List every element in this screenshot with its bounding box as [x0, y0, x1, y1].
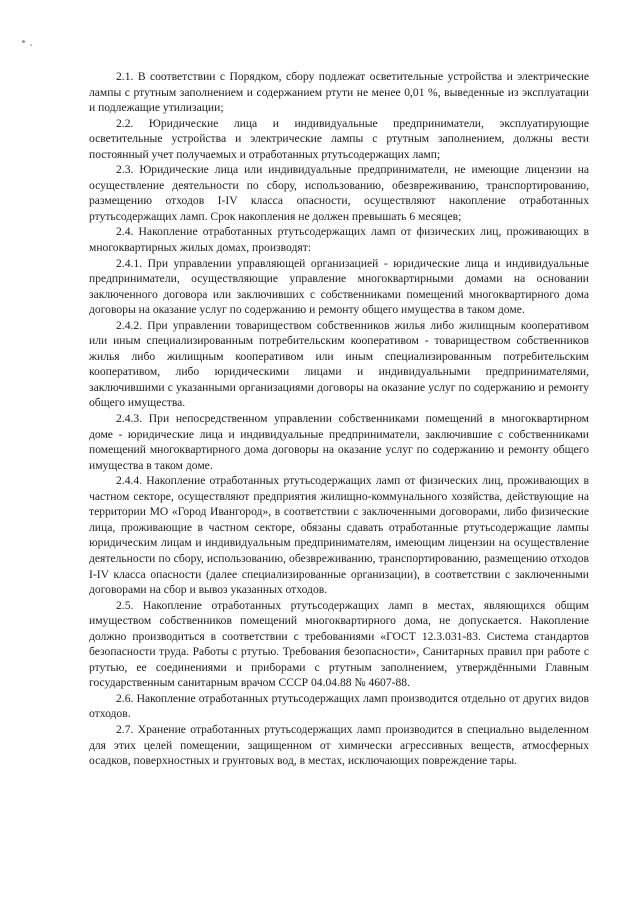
scan-speck [22, 40, 25, 43]
paragraph-2-1: 2.1. В соответствии с Порядком, сбору подлежат осветительные устройства и электрические лампы с ртутным заполнением и содержанием ртути не менее 0,01 %, выведенные из эксплуатации и подлежащие утилизации; [89, 70, 589, 115]
paragraph-2-2: 2.2. Юридические лица и индивидуальные предприниматели, эксплуатирующие осветительные устройства и электрические лампы с ртутным заполнением, должны вести постоянный учет получаемых и отработанных ртутьсодержащих ламп; [89, 116, 589, 161]
paragraph-2-3: 2.3. Юридические лица или индивидуальные предприниматели, не имеющие лицензии на осуществление деятельности по сбору, использованию, обезвреживанию, транспортированию, размещению отходов I-IV класса опасности, осуществляют накопление отработанных ртутьсодержащих ламп. Срок накопления не должен превышать 6 месяцев; [89, 163, 589, 223]
paragraph-2-5: 2.5. Накопление отработанных ртутьсодержащих ламп в местах, являющихся общим имуществом собственников помещений многоквартирного дома, не допускается. Накопление должно производиться в соответствии с требованиями «ГОСТ 12.3.031-83. Система стандартов безопасности труда. Работы с ртутью. Требования безопасности», Санитарных правил при работе с ртутью, ее соединениями и приборами с ртутным заполнением, утверждёнными Главным государственным санитарным врачом СССР 04.04.88 № 4607-88. [89, 598, 589, 690]
paragraph-2-4-2: 2.4.2. При управлении товариществом собственников жилья либо жилищным кооперативом или иным специализированным потребительским кооперативом - товариществом собственников жилья либо жилищным кооперативом или иным специализированным потребительским кооперативом, либо юридическими лицами и индивидуальными предпринимателями, заключившими с указанными организациями договоры на оказание услуг по содержанию и ремонту общего имущества. [89, 318, 589, 410]
paragraph-2-4-1: 2.4.1. При управлении управляющей организацией - юридические лица и индивидуальные предприниматели, осуществляющие управление многоквартирными домами на основании заключенного договора или заключивших с собственниками помещений многоквартирного дома договоры на оказание услуг по содержанию и ремонту общего имущества в таком доме. [89, 256, 589, 317]
paragraph-2-4: 2.4. Накопление отработанных ртутьсодержащих ламп от физических лиц, проживающих в многоквартирных жилых домах, производят: [89, 225, 589, 255]
paragraph-2-6: 2.6. Накопление отработанных ртутьсодержащих ламп производится отдельно от других видов отходов. [89, 691, 589, 721]
paragraph-2-7: 2.7. Хранение отработанных ртутьсодержащих ламп производится в специально выделенном для этих целей помещении, защищенном от химически агрессивных веществ, атмосферных осадков, поверхностных и грунтовых вод, в местах, исключающих повреждение тары. [89, 722, 589, 768]
scan-speck [30, 44, 32, 46]
paragraph-2-4-4: 2.4.4. Накопление отработанных ртутьсодержащих ламп от физических лиц, проживающих в частном секторе, осуществляют предприятия жилищно-коммунального хозяйства, действующие на территории МО «Город Ивангород», в соответствии с заключенными договорами, либо физические лица, проживающие в частном секторе, обязаны сдавать отработанные ртутьсодержащие лампы юридическим лицам и индивидуальным предпринимателям, имеющим лицензии на осуществление деятельности по сбору, использованию, обезвреживанию, транспортированию, размещению отходов I-IV класса опасности (далее специализированные организации), в соответствии с заключенными договорами на сбор и вывоз указанных отходов. [89, 474, 589, 597]
paragraph-2-4-3: 2.4.3. При непосредственном управлении собственниками помещений в многоквартирном доме - юридические лица и индивидуальные предприниматели, заключившие с собственниками помещений многоквартирного дома договоры на оказание услуг по содержанию и ремонту общего имущества в таком доме. [89, 412, 589, 472]
